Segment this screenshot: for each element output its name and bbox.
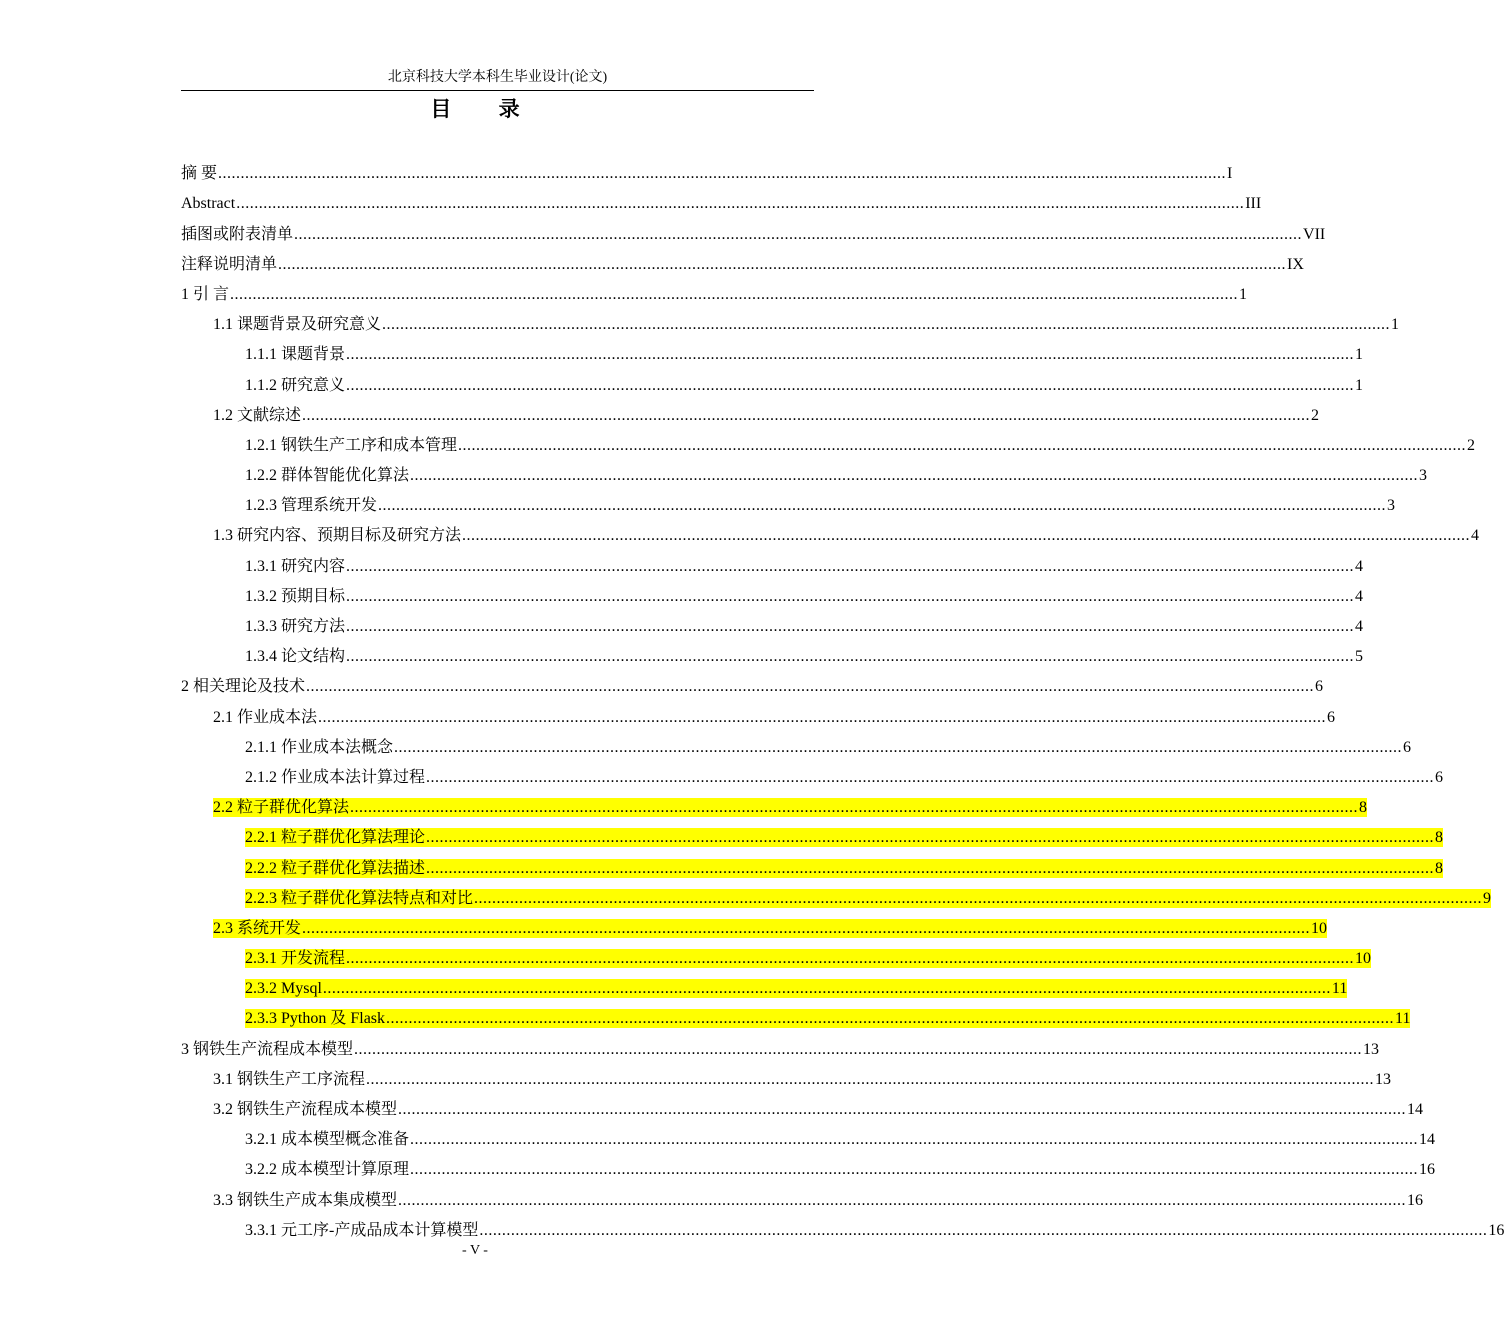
toc-entry[interactable] (181, 1061, 1392, 1091)
toc-entry-label: 3.2 钢铁生产流程成本模型 (213, 1101, 398, 1118)
toc-entry-row (245, 436, 1475, 455)
toc-entry-label: 2.3.3 Python 及 Flask (245, 1010, 386, 1028)
toc-entry-page: I (1227, 165, 1233, 183)
toc-entry-label: 3.3.1 元工序-产成品成本计算模型 (245, 1221, 479, 1239)
toc-entry-page: 5 (1355, 648, 1364, 666)
page-title: 目 录 (430, 97, 540, 121)
toc-entry[interactable] (181, 276, 1248, 306)
toc-entry-label: 插图或附表清单 (181, 225, 294, 243)
toc-entry-row (213, 315, 1399, 334)
dot-leader (366, 1070, 1374, 1089)
toc-entry-page: 10 (1355, 950, 1372, 968)
dot-leader (394, 738, 1402, 757)
toc-entry-row (245, 617, 1363, 636)
toc-entry-label: 3.1 钢铁生产工序流程 (213, 1070, 366, 1088)
dot-leader (398, 1191, 1406, 1210)
toc-entry-row (245, 738, 1411, 757)
dot-leader (346, 376, 1354, 395)
toc-entry-label: 2.1.1 作业成本法概念 (245, 738, 394, 756)
toc-entry[interactable] (181, 457, 1428, 487)
page-number: - V - (462, 1243, 488, 1258)
dot-leader (318, 708, 1326, 727)
toc-entry-row (245, 647, 1363, 666)
toc-entry-row (213, 798, 1367, 817)
toc-entry[interactable] (181, 880, 1492, 910)
toc-entry-row (245, 557, 1363, 576)
toc-entry-label: 1.3.3 研究方法 (245, 618, 346, 635)
dot-leader (410, 1160, 1418, 1179)
dot-leader (306, 677, 1314, 696)
toc-entry-row (245, 587, 1363, 606)
toc-entry-row (213, 1100, 1423, 1119)
toc-entry-page: 1 (1239, 285, 1248, 303)
toc-entry[interactable] (181, 1000, 1411, 1030)
toc-entry-page: 2 (1467, 436, 1476, 454)
toc-entry[interactable] (181, 427, 1476, 457)
toc-entry-row (245, 345, 1363, 364)
toc-entry[interactable] (181, 246, 1304, 276)
toc-entry-page: 3 (1387, 497, 1396, 515)
toc-entry-label: 2.2 粒子群优化算法 (213, 799, 350, 817)
toc-entry-page: 8 (1435, 829, 1444, 847)
toc-entry-page: 16 (1488, 1221, 1504, 1239)
toc-entry-label: 注释说明清单 (181, 255, 278, 273)
dot-leader (354, 1040, 1362, 1059)
toc-entry-row (245, 979, 1347, 998)
toc-entry[interactable] (181, 1151, 1436, 1181)
dot-leader (230, 285, 1238, 304)
toc-entry-row (245, 768, 1443, 787)
running-header: 北京科技大学本科生毕业设计(论文) (181, 68, 814, 91)
dot-leader (346, 587, 1354, 606)
toc-entry-page: 16 (1419, 1161, 1436, 1179)
dot-leader (378, 496, 1386, 515)
toc-entry-row (213, 406, 1319, 425)
toc-entry[interactable] (181, 638, 1364, 668)
toc-entry-row (213, 919, 1327, 938)
dot-leader (346, 949, 1354, 968)
dot-leader (410, 1130, 1418, 1149)
dot-leader (350, 798, 1358, 817)
toc-entry-label: 1.3 研究内容、预期目标及研究方法 (213, 527, 462, 545)
toc-entry[interactable] (181, 940, 1372, 970)
toc-entry-page: 2 (1311, 406, 1320, 424)
toc-entry-page: 4 (1471, 527, 1480, 545)
toc-entry-label: 3.3 钢铁生产成本集成模型 (213, 1191, 398, 1209)
toc-entry[interactable] (181, 608, 1364, 638)
dot-leader (426, 859, 1434, 878)
toc-entry[interactable] (181, 185, 1262, 215)
toc-entry-row (245, 376, 1363, 395)
dot-leader (474, 889, 1482, 908)
toc-entry[interactable] (181, 1212, 1504, 1242)
toc-entry[interactable] (181, 336, 1364, 366)
toc-entry-row (213, 526, 1479, 545)
toc-entry-label: 1.2.1 钢铁生产工序和成本管理 (245, 436, 458, 454)
toc-entry[interactable] (181, 1091, 1424, 1121)
toc-entry[interactable] (181, 215, 1326, 245)
dot-leader (346, 617, 1354, 636)
toc-entry-label: 2.2.1 粒子群优化算法理论 (245, 829, 426, 847)
dot-leader (398, 1100, 1406, 1119)
toc-entry[interactable] (181, 729, 1412, 759)
dot-leader (236, 194, 1244, 213)
toc-entry-row (181, 677, 1323, 696)
toc-entry-label: 1.1.2 研究意义 (245, 376, 346, 394)
toc-entry-label: 2 相关理论及技术 (181, 678, 306, 696)
toc-entry[interactable] (181, 668, 1324, 698)
toc-entry-page: III (1245, 195, 1262, 213)
toc-entry-page: 14 (1407, 1101, 1424, 1118)
toc-entry-row (181, 255, 1304, 274)
dot-leader (462, 526, 1470, 545)
toc-entry[interactable] (181, 1030, 1380, 1060)
toc-entry[interactable] (181, 910, 1328, 940)
toc-entry-label: 1 引 言 (181, 285, 230, 303)
toc-entry[interactable] (181, 849, 1444, 879)
toc-entry[interactable] (181, 517, 1480, 547)
toc-entry-row (245, 828, 1443, 847)
dot-leader (346, 345, 1354, 364)
toc-entry-row (245, 889, 1491, 908)
toc-entry[interactable] (181, 578, 1364, 608)
toc-entry-label: 1.3.4 论文结构 (245, 648, 346, 666)
dot-leader (386, 1009, 1394, 1028)
toc-entry-page: 9 (1483, 889, 1492, 907)
toc-entry[interactable] (181, 819, 1444, 849)
toc-entry-label: 1.2 文献综述 (213, 406, 302, 424)
toc-entry-label: 2.3.2 Mysql (245, 980, 322, 998)
toc-entry[interactable] (181, 487, 1396, 517)
dot-leader (346, 557, 1354, 576)
table-of-contents (181, 155, 1504, 1242)
toc-entry-row (245, 496, 1395, 515)
dot-leader (346, 647, 1354, 666)
toc-entry-page: 11 (1331, 980, 1348, 998)
toc-entry-row (213, 1191, 1423, 1210)
dot-leader (410, 466, 1418, 485)
toc-entry-page: VII (1303, 225, 1326, 243)
toc-entry[interactable] (181, 1121, 1436, 1151)
toc-entry-row (245, 1009, 1410, 1028)
toc-entry-row (181, 194, 1261, 213)
toc-entry[interactable] (181, 366, 1364, 396)
toc-entry-page: 6 (1403, 738, 1412, 756)
toc-entry-label: 1.1.1 课题背景 (245, 346, 346, 364)
dot-leader (302, 919, 1310, 938)
toc-entry-row (181, 1040, 1379, 1059)
toc-entry-label: 3 钢铁生产流程成本模型 (181, 1040, 354, 1058)
dot-leader (294, 225, 1302, 244)
toc-entry-label: 摘 要 (181, 165, 218, 183)
toc-entry-label: 3.2.1 成本模型概念准备 (245, 1131, 410, 1149)
toc-entry-label: 1.3.2 预期目标 (245, 587, 346, 605)
toc-entry-page: 6 (1435, 768, 1444, 786)
toc-entry-page: 8 (1359, 799, 1368, 817)
toc-entry-row (181, 225, 1325, 244)
toc-entry-page: 1 (1391, 316, 1400, 334)
toc-entry-row (245, 949, 1371, 968)
toc-entry-label: Abstract (181, 195, 236, 213)
toc-entry-page: 14 (1419, 1131, 1436, 1149)
toc-entry-page: 13 (1375, 1070, 1392, 1088)
toc-entry-row (245, 466, 1427, 485)
toc-entry-page: 8 (1435, 859, 1444, 877)
toc-entry-row (213, 1070, 1391, 1089)
dot-leader (458, 436, 1466, 455)
toc-entry[interactable] (181, 1181, 1424, 1211)
toc-entry-label: 2.1.2 作业成本法计算过程 (245, 768, 426, 786)
toc-entry-label: 1.2.3 管理系统开发 (245, 497, 378, 515)
dot-leader (426, 828, 1434, 847)
toc-entry-page: 1 (1355, 376, 1364, 394)
toc-entry-page: IX (1287, 255, 1304, 273)
toc-entry-label: 1.2.2 群体智能优化算法 (245, 467, 410, 485)
toc-entry-label: 2.2.3 粒子群优化算法特点和对比 (245, 889, 474, 907)
toc-entry-label: 2.2.2 粒子群优化算法描述 (245, 859, 426, 877)
toc-entry-page: 1 (1355, 346, 1364, 364)
dot-leader (426, 768, 1434, 787)
toc-entry-row (245, 1221, 1504, 1240)
toc-entry[interactable] (181, 306, 1400, 336)
toc-entry[interactable] (181, 698, 1336, 728)
toc-entry-row (245, 1130, 1435, 1149)
toc-entry-page: 4 (1355, 557, 1364, 575)
toc-entry-label: 1.3.1 研究内容 (245, 557, 346, 575)
toc-entry-page: 6 (1315, 678, 1324, 696)
toc-entry-page: 16 (1407, 1191, 1424, 1209)
dot-leader (302, 406, 1310, 425)
toc-entry[interactable] (181, 970, 1348, 1000)
toc-entry[interactable] (181, 397, 1320, 427)
toc-entry-page: 4 (1355, 618, 1364, 635)
toc-entry-page: 10 (1311, 919, 1328, 937)
toc-entry-label: 2.3 系统开发 (213, 919, 302, 937)
toc-entry-page: 6 (1327, 708, 1336, 726)
toc-entry-label: 1.1 课题背景及研究意义 (213, 316, 382, 334)
toc-entry-label: 2.3.1 开发流程 (245, 950, 346, 968)
dot-leader (323, 979, 1331, 998)
dot-leader (218, 164, 1226, 183)
toc-entry-page: 11 (1395, 1010, 1411, 1028)
toc-entry-page: 13 (1363, 1040, 1380, 1058)
toc-entry-row (213, 708, 1335, 727)
toc-entry-page: 4 (1355, 587, 1364, 605)
toc-entry[interactable] (181, 759, 1444, 789)
toc-entry[interactable] (181, 547, 1364, 577)
toc-entry-row (245, 859, 1443, 878)
toc-entry-row (181, 285, 1247, 304)
toc-entry-label: 2.1 作业成本法 (213, 708, 318, 726)
toc-entry-label: 3.2.2 成本模型计算原理 (245, 1161, 410, 1179)
toc-entry[interactable] (181, 155, 1233, 185)
dot-leader (479, 1221, 1487, 1240)
toc-entry-row (181, 164, 1232, 183)
dot-leader (382, 315, 1390, 334)
toc-entry-page: 3 (1419, 467, 1428, 485)
toc-entry-row (245, 1160, 1435, 1179)
toc-entry[interactable] (181, 789, 1368, 819)
dot-leader (278, 255, 1286, 274)
